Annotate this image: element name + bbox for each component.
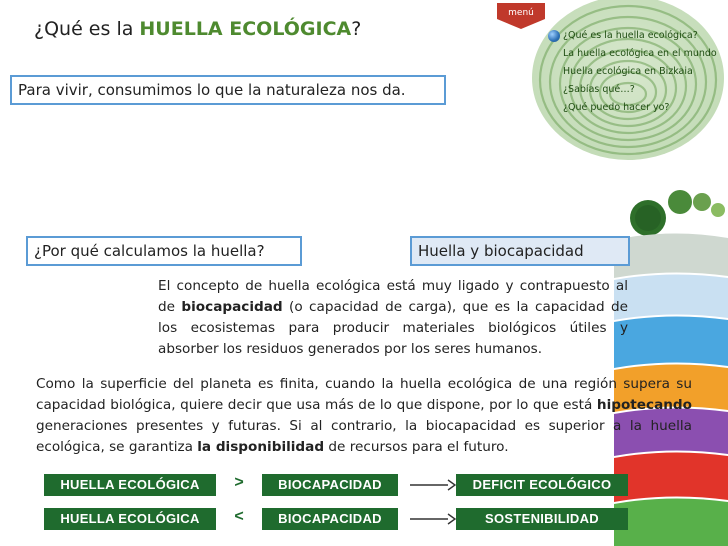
menu-item-bizkaia[interactable]: Huella ecológica en Bizkaia: [563, 66, 693, 77]
page-title: [34, 18, 361, 40]
para2-text-e: de recursos para el futuro.: [324, 439, 509, 455]
para1-text-c: (o capacidad de carga), que es la capacidad de los ecosistemas para producir materiales biológicos útiles y absorber los residuos generados por los seres humanos.: [158, 299, 628, 357]
eq2-biocapacidad-badge: BIOCAPACIDAD: [262, 508, 398, 530]
eq1-greater-operator: >: [234, 474, 244, 491]
eq1-arrow-icon: [408, 477, 456, 493]
eq2-sostenibilidad-badge: SOSTENIBILIDAD: [456, 508, 628, 530]
menu-item-que-es[interactable]: ¿Qué es la huella ecológica?: [563, 30, 698, 41]
eq2-arrow-icon: [408, 511, 456, 527]
eq1-biocapacidad-badge: BIOCAPACIDAD: [262, 474, 398, 496]
intro-box: Para vivir, consumimos lo que la naturaleza nos da.: [10, 75, 446, 105]
menu-tab-button[interactable]: menú: [508, 8, 534, 18]
para2-bold-hipotecando: hipotecando: [596, 397, 692, 413]
menu-item-sabias[interactable]: ¿Sabías qué…?: [563, 84, 635, 95]
eq1-deficit-badge: DEFICIT ECOLÓGICO: [456, 474, 628, 496]
globe-icon: [548, 30, 560, 42]
page-title-prefix: ¿Qué es la: [34, 18, 140, 40]
para2-text-c: generaciones presentes y futuras. Si al contrario, la biocapacidad es superior a la huella ecológica, se garantiza: [36, 418, 692, 455]
para1-text-a: El concepto de huella ecológica está muy ligado y contrapuesto al de: [158, 278, 628, 315]
why-calculate-button[interactable]: ¿Por qué calculamos la huella?: [26, 236, 302, 266]
paragraph-biocapacidad: [158, 276, 628, 360]
eq1-huella-badge: HUELLA ECOLÓGICA: [44, 474, 216, 496]
section-huella-biocapacidad[interactable]: Huella y biocapacidad: [410, 236, 630, 266]
para2-text-a: Como la superficie del planeta es finita, cuando la huella ecológica de una región supera su capacidad biológica, quiere decir que usa más de lo que dispone, por lo que está: [36, 376, 692, 413]
page-title-highlight: HUELLA ECOLÓGICA: [139, 18, 352, 40]
eq2-less-operator: <: [234, 508, 244, 525]
paragraph-superficie: [36, 374, 692, 458]
para1-bold: biocapacidad: [181, 299, 283, 315]
para2-bold-disponibilidad: la disponibilidad: [197, 439, 325, 455]
eq2-huella-badge: HUELLA ECOLÓGICA: [44, 508, 216, 530]
menu-item-mundo[interactable]: La huella ecológica en el mundo: [563, 48, 717, 59]
page-title-suffix: ?: [351, 18, 362, 40]
menu-item-que-puedo[interactable]: ¿Qué puedo hacer yo?: [563, 102, 670, 113]
